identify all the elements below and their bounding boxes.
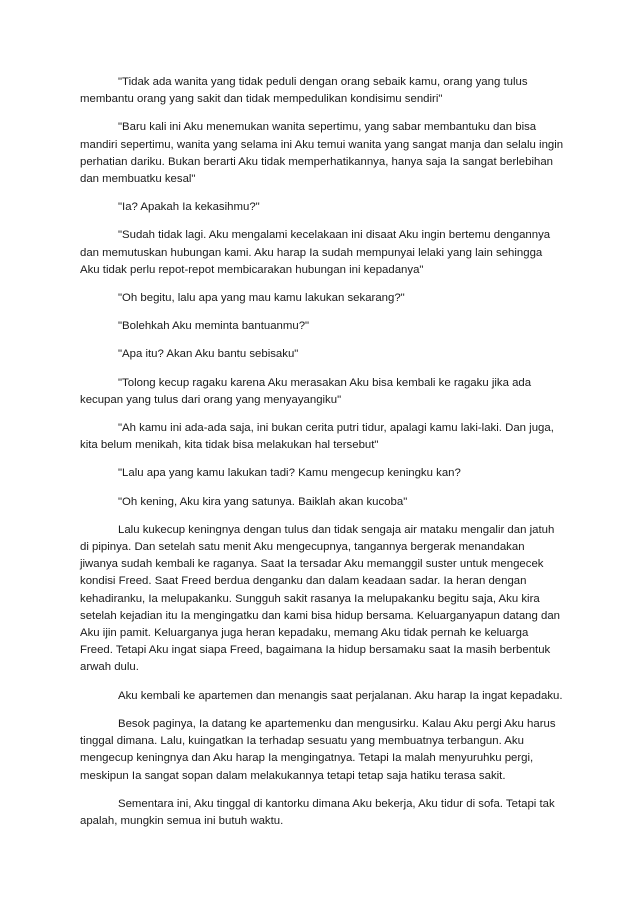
paragraph: "Tidak ada wanita yang tidak peduli dengan orang sebaik kamu, orang yang tulus membantu orang yang sakit dan tidak mempedulikan kondisimu sendiri": [80, 76, 528, 106]
paragraph: "Bolehkah Aku meminta bantuanmu?": [118, 320, 310, 333]
paragraph: Besok paginya, Ia datang ke apartemenku dan mengusirku. Kalau Aku pergi Aku harus tinggal dimana. Lalu, kuingatkan Ia terhadap sesuatu yang membuatnya terbangun. Aku mengecup keningnya dan Aku harap Ia mengingatnya. Tetapi Ia malah menyuruhku pergi, meskipun Ia sangat sopan dalam melakukannya tetapi tetap saja hatiku terasa sakit.: [80, 717, 556, 782]
paragraph: Aku kembali ke apartemen dan menangis saat perjalanan. Aku harap Ia ingat kepadaku.: [118, 689, 563, 702]
paragraph: "Apa itu? Akan Aku bantu sebisaku": [118, 348, 299, 361]
paragraph: "Lalu apa yang kamu lakukan tadi? Kamu mengecup keningku kan?: [118, 467, 461, 480]
paragraph: "Ah kamu ini ada-ada saja, ini bukan cerita putri tidur, apalagi kamu laki-laki. Dan juga, kita belum menikah, kita tidak bisa melakukan hal tersebut": [80, 422, 554, 452]
paragraph: Sementara ini, Aku tinggal di kantorku dimana Aku bekerja, Aku tidur di sofa. Tetapi tak apalah, mungkin semua ini butuh waktu.: [80, 797, 555, 827]
paragraph: "Oh begitu, lalu apa yang mau kamu lakukan sekarang?": [118, 292, 405, 305]
paragraph: "Ia? Apakah Ia kekasihmu?": [118, 201, 260, 214]
paragraph: "Oh kening, Aku kira yang satunya. Baiklah akan kucoba": [118, 495, 408, 508]
document-page: [80, 74, 564, 841]
paragraph: Lalu kukecup keningnya dengan tulus dan tidak sengaja air mataku mengalir dan jatuh di pipinya. Dan setelah satu menit Aku mengecupnya, tangannya bergerak menandakan jiwanya sudah kembali ke raganya. Saat Ia tersadar Aku memanggil suster untuk mengecek kondisi Freed. Saat Freed berdua denganku dan dalam keadaan sadar. Ia heran dengan kehadiranku, Ia melupakanku. Sungguh sakit rasanya Ia melupakanku begitu saja, Aku kira setelah kejadian itu Ia mengingatku dan kami bisa hidup bersama. Keluarganyapun datang dan Aku ijin pamit. Keluarganya juga heran kepadaku, memang Aku tidak pernah ke keluarga Freed. Tetapi Aku ingat siapa Freed, bagaimana Ia hidup bersamaku saat Ia masih berbentuk arwah dulu.: [80, 523, 561, 674]
paragraph: "Sudah tidak lagi. Aku mengalami kecelakaan ini disaat Aku ingin bertemu dengannya dan memutuskan hubungan kami. Aku harap Ia sudah mempunyai lelaki yang lain sehingga Aku tidak perlu repot-repot membicarakan hubungan ini kepadanya": [80, 229, 551, 276]
paragraph: "Tolong kecup ragaku karena Aku merasakan Aku bisa kembali ke ragaku jika ada kecupan yang tulus dari orang yang menyayangiku": [80, 376, 532, 406]
paragraph: "Baru kali ini Aku menemukan wanita sepertimu, yang sabar membantuku dan bisa mandiri sepertimu, wanita yang selama ini Aku temui wanita yang sangat manja dan selalu ingin perhatian dariku. Bukan berarti Aku tidak memperhatikannya, hanya saja Ia sangat berlebihan dan membuatku kesal": [80, 121, 564, 186]
